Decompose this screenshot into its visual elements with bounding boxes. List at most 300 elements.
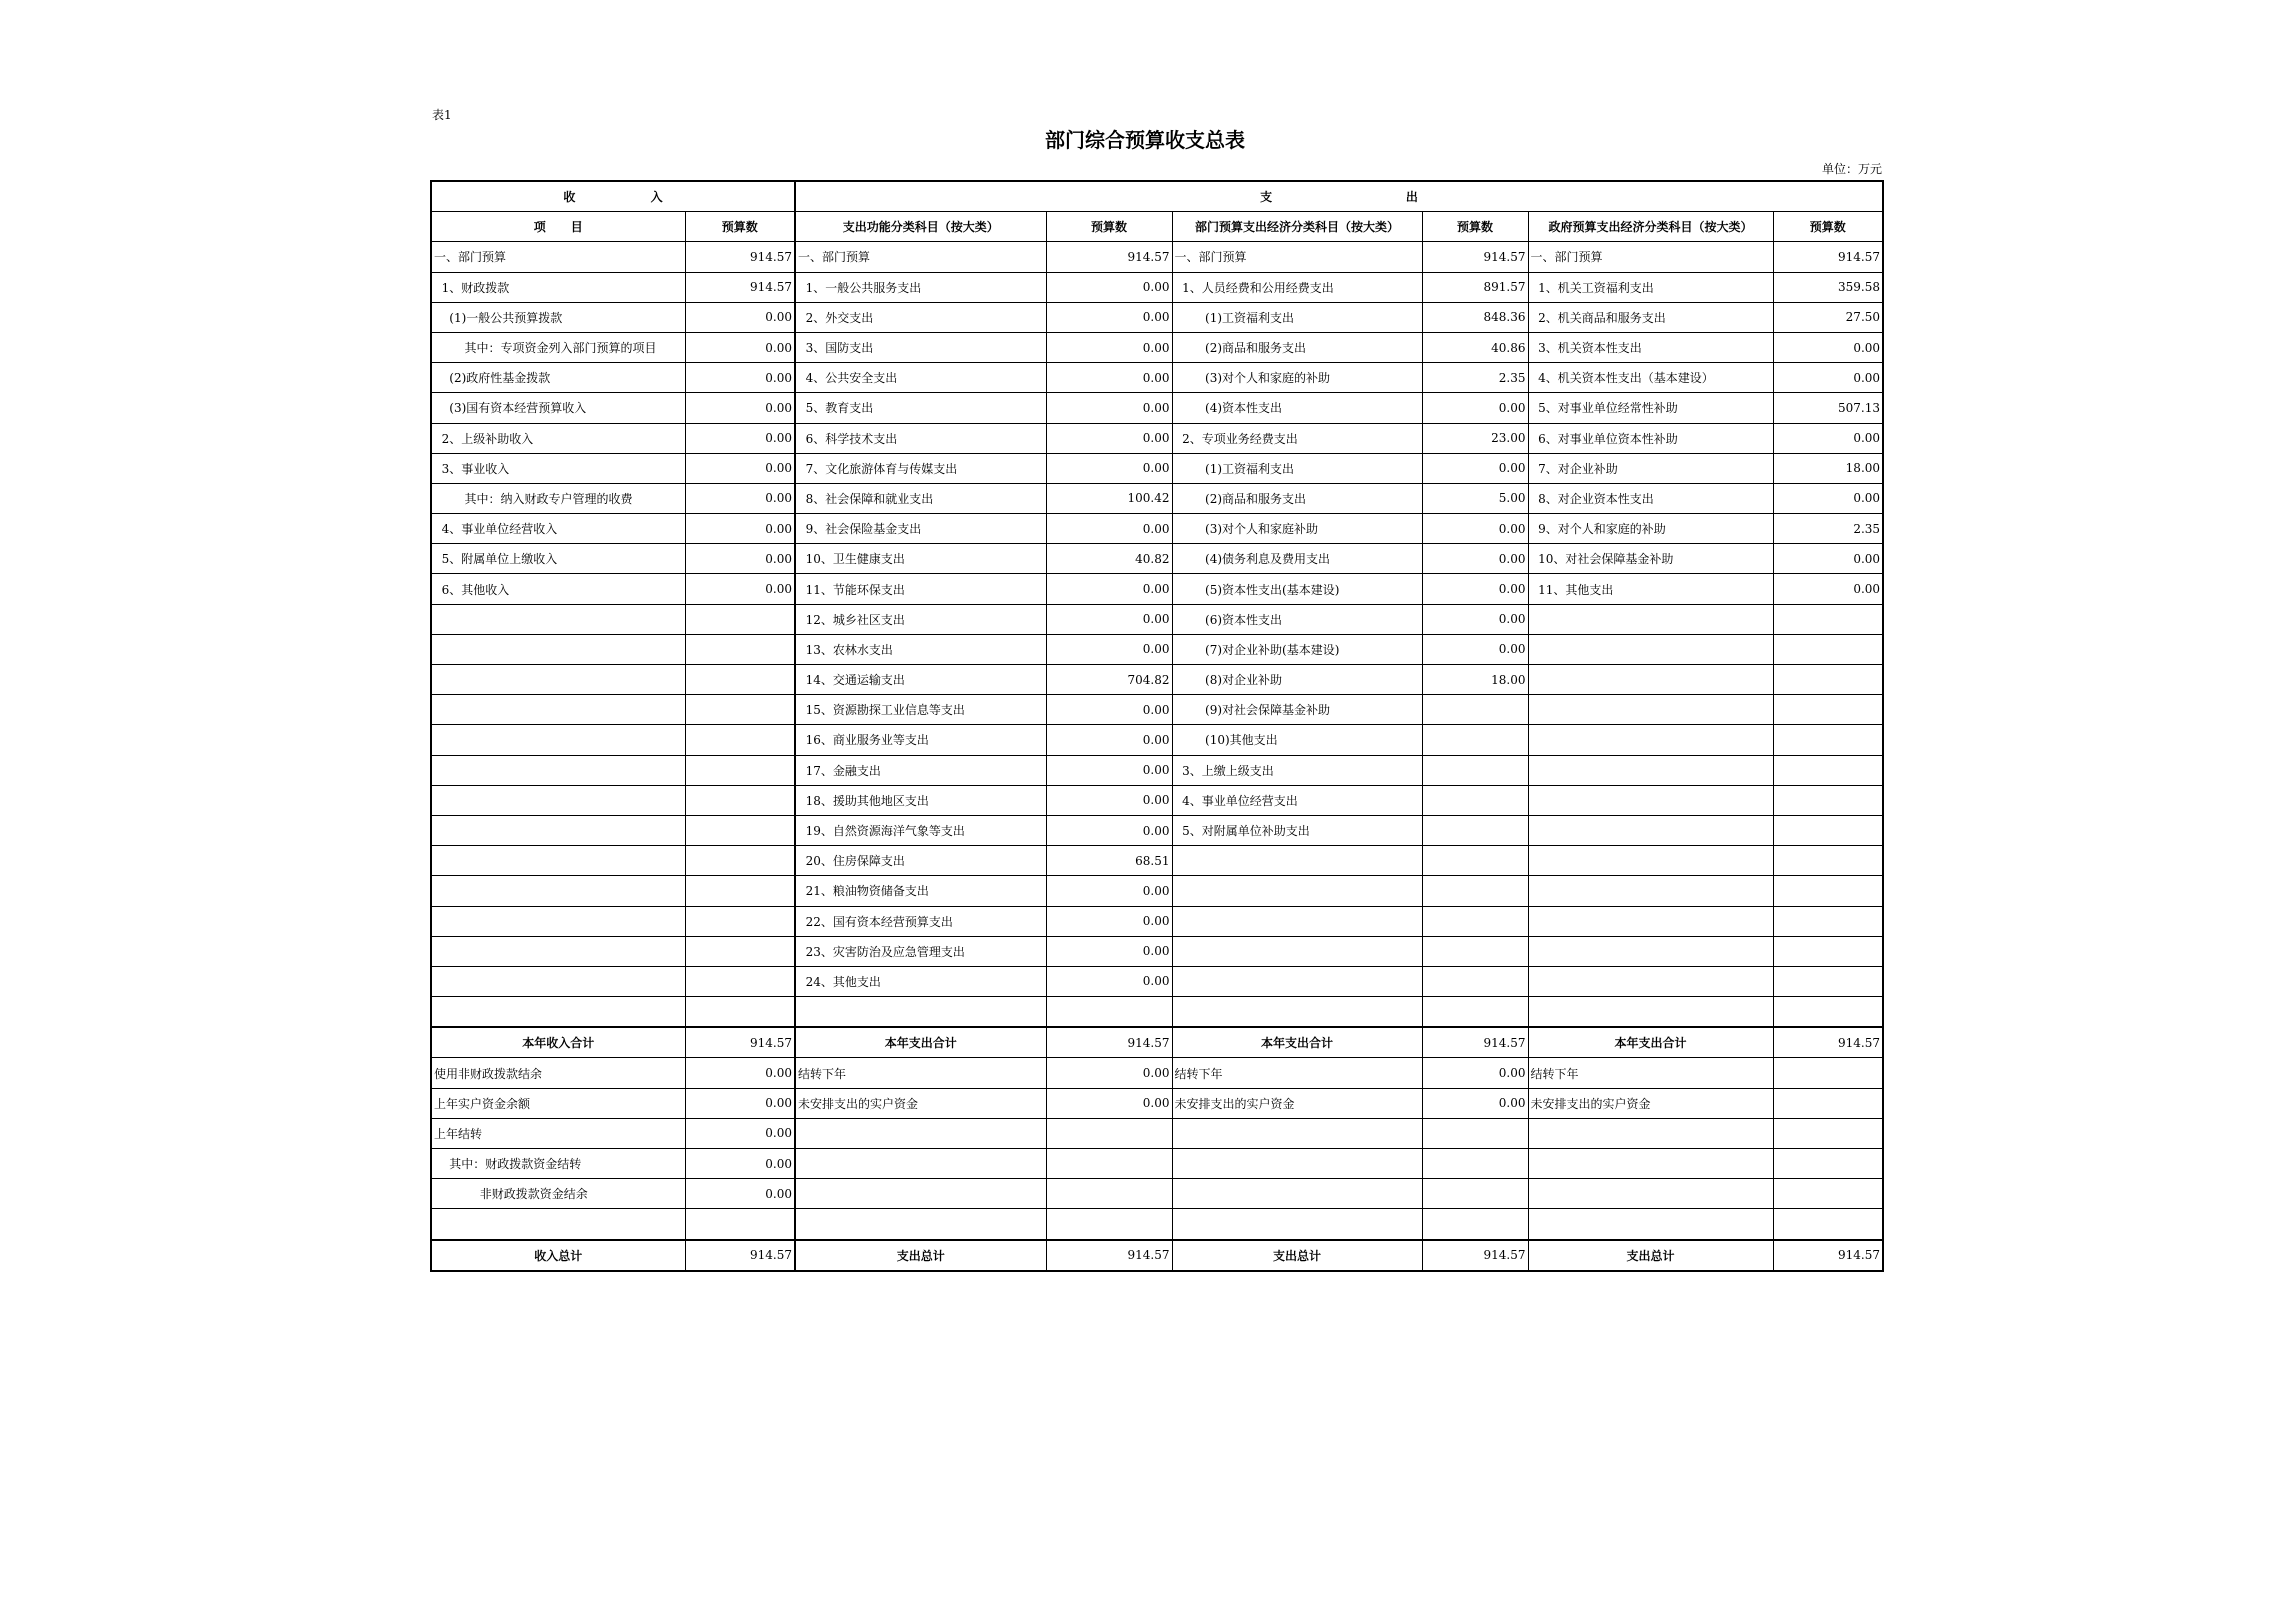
amount-cell: 0.00: [1046, 785, 1172, 815]
amount-cell: [1773, 665, 1883, 695]
item-cell: (3)对个人和家庭补助: [1172, 514, 1422, 544]
amount-cell: 0.00: [1773, 544, 1883, 574]
item-cell: 19、自然资源海洋气象等支出: [795, 815, 1046, 845]
item-cell: [431, 1209, 685, 1240]
grand-total-row: [431, 1240, 1883, 1271]
amount-cell: 914.57: [1046, 1240, 1172, 1271]
amount-cell: [685, 634, 795, 664]
item-cell: 3、国防支出: [795, 332, 1046, 362]
amount-cell: [685, 665, 795, 695]
item-cell: 3、上缴上级支出: [1172, 755, 1422, 785]
table-row: [431, 785, 1883, 815]
item-cell: [1528, 936, 1773, 966]
table-row: [431, 997, 1883, 1028]
item-cell: 其中：财政拨款资金结转: [431, 1149, 685, 1179]
item-cell: 其中：专项资金列入部门预算的项目: [431, 332, 685, 362]
item-cell: 2、专项业务经费支出: [1172, 423, 1422, 453]
amount-cell: [685, 815, 795, 845]
amount-cell: [1046, 1209, 1172, 1240]
amount-cell: 914.57: [1773, 1240, 1883, 1271]
item-cell: [1172, 1209, 1422, 1240]
table-row: [431, 544, 1883, 574]
item-cell: 结转下年: [1528, 1058, 1773, 1088]
table-row: [431, 634, 1883, 664]
amount-cell: [1773, 755, 1883, 785]
item-cell: [1528, 634, 1773, 664]
amount-cell: 0.00: [1046, 302, 1172, 332]
document-title: 部门综合预算收支总表: [1045, 128, 1245, 152]
table-row: [431, 453, 1883, 483]
amount-cell: 预算数: [685, 212, 795, 242]
item-cell: (7)对企业补助(基本建设): [1172, 634, 1422, 664]
amount-cell: 0.00: [1773, 423, 1883, 453]
item-cell: 1、一般公共服务支出: [795, 272, 1046, 302]
table-row: [431, 242, 1883, 272]
item-cell: [1528, 876, 1773, 906]
amount-cell: [1773, 1118, 1883, 1148]
item-cell: 23、灾害防治及应急管理支出: [795, 936, 1046, 966]
item-cell: 1、机关工资福利支出: [1528, 272, 1773, 302]
amount-cell: 0.00: [685, 483, 795, 513]
amount-cell: 27.50: [1773, 302, 1883, 332]
amount-cell: 0.00: [1773, 363, 1883, 393]
amount-cell: [1422, 815, 1528, 845]
item-cell: 收入总计: [431, 1240, 685, 1271]
balance-row: [431, 1088, 1883, 1118]
item-cell: [431, 846, 685, 876]
amount-cell: 0.00: [1046, 815, 1172, 845]
item-cell: 项 目: [431, 212, 685, 242]
amount-cell: 预算数: [1046, 212, 1172, 242]
amount-cell: [1773, 906, 1883, 936]
item-cell: 其中：纳入财政专户管理的收费: [431, 483, 685, 513]
amount-cell: 0.00: [1422, 1088, 1528, 1118]
item-cell: [431, 665, 685, 695]
amount-cell: 0.00: [1422, 514, 1528, 544]
item-cell: 8、社会保障和就业支出: [795, 483, 1046, 513]
item-cell: 结转下年: [795, 1058, 1046, 1088]
item-cell: [795, 1149, 1046, 1179]
item-cell: [431, 936, 685, 966]
item-cell: (4)债务利息及费用支出: [1172, 544, 1422, 574]
amount-cell: 0.00: [1422, 604, 1528, 634]
amount-cell: 0.00: [685, 514, 795, 544]
amount-cell: 914.57: [1773, 242, 1883, 272]
item-cell: 2、机关商品和服务支出: [1528, 302, 1773, 332]
table-row: [431, 514, 1883, 544]
item-cell: (2)商品和服务支出: [1172, 332, 1422, 362]
amount-cell: 0.00: [1046, 725, 1172, 755]
amount-cell: 891.57: [1422, 272, 1528, 302]
item-cell: 4、机关资本性支出（基本建设）: [1528, 363, 1773, 393]
amount-cell: [685, 876, 795, 906]
amount-cell: 18.00: [1773, 453, 1883, 483]
amount-cell: 0.00: [1046, 906, 1172, 936]
amount-cell: [1773, 1058, 1883, 1088]
item-cell: 4、事业单位经营收入: [431, 514, 685, 544]
amount-cell: 0.00: [1046, 363, 1172, 393]
amount-cell: [1773, 997, 1883, 1028]
item-cell: [1172, 846, 1422, 876]
amount-cell: 18.00: [1422, 665, 1528, 695]
item-cell: [431, 997, 685, 1028]
amount-cell: [1773, 725, 1883, 755]
item-cell: 一、部门预算: [795, 242, 1046, 272]
item-cell: [795, 1179, 1046, 1209]
item-cell: (1)工资福利支出: [1172, 453, 1422, 483]
amount-cell: 0.00: [1046, 1088, 1172, 1118]
item-cell: 本年支出合计: [1528, 1027, 1773, 1058]
item-cell: 一、部门预算: [1172, 242, 1422, 272]
item-cell: 一、部门预算: [1528, 242, 1773, 272]
table-label: 表1: [432, 108, 452, 122]
item-cell: [431, 755, 685, 785]
item-cell: 7、对企业补助: [1528, 453, 1773, 483]
table-row: [431, 936, 1883, 966]
item-cell: [1172, 906, 1422, 936]
item-cell: 10、对社会保障基金补助: [1528, 544, 1773, 574]
table-row: [431, 302, 1883, 332]
table-row: [431, 876, 1883, 906]
amount-cell: [1773, 1209, 1883, 1240]
amount-cell: 0.00: [1773, 574, 1883, 604]
item-cell: [431, 815, 685, 845]
amount-cell: 914.57: [685, 272, 795, 302]
amount-cell: 507.13: [1773, 393, 1883, 423]
item-cell: [1528, 604, 1773, 634]
item-cell: 24、其他支出: [795, 966, 1046, 996]
amount-cell: 预算数: [1773, 212, 1883, 242]
amount-cell: [1773, 966, 1883, 996]
top-header-row: [431, 181, 1883, 212]
item-cell: 本年支出合计: [795, 1027, 1046, 1058]
item-cell: [1528, 695, 1773, 725]
item-cell: 2、外交支出: [795, 302, 1046, 332]
table-row: [431, 574, 1883, 604]
item-cell: 使用非财政拨款结余: [431, 1058, 685, 1088]
amount-cell: 0.00: [1046, 393, 1172, 423]
item-cell: [1528, 906, 1773, 936]
amount-cell: 23.00: [1422, 423, 1528, 453]
amount-cell: [1422, 1118, 1528, 1148]
item-cell: [795, 1209, 1046, 1240]
table-row: [431, 966, 1883, 996]
item-cell: [1172, 1179, 1422, 1209]
item-cell: [431, 906, 685, 936]
item-cell: [1528, 1118, 1773, 1148]
amount-cell: [1773, 634, 1883, 664]
item-cell: [795, 1118, 1046, 1148]
item-cell: 1、财政拨款: [431, 272, 685, 302]
amount-cell: 848.36: [1422, 302, 1528, 332]
item-cell: 5、附属单位上缴收入: [431, 544, 685, 574]
amount-cell: 0.00: [1046, 332, 1172, 362]
item-cell: 支出总计: [1172, 1240, 1422, 1271]
amount-cell: [1773, 936, 1883, 966]
budget-summary-table: [430, 180, 1884, 1272]
item-cell: (1)工资福利支出: [1172, 302, 1422, 332]
item-cell: [431, 634, 685, 664]
balance-row: [431, 1118, 1883, 1148]
amount-cell: [1046, 997, 1172, 1028]
item-cell: [1528, 725, 1773, 755]
amount-cell: 359.58: [1773, 272, 1883, 302]
item-cell: 支出总计: [795, 1240, 1046, 1271]
amount-cell: 0.00: [1046, 423, 1172, 453]
item-cell: 6、对事业单位资本性补助: [1528, 423, 1773, 453]
amount-cell: [1046, 1149, 1172, 1179]
balance-row: [431, 1058, 1883, 1088]
item-cell: [1528, 815, 1773, 845]
table-row: [431, 725, 1883, 755]
amount-cell: [1422, 846, 1528, 876]
item-cell: [1528, 755, 1773, 785]
amount-cell: 0.00: [685, 453, 795, 483]
item-cell: (9)对社会保障基金补助: [1172, 695, 1422, 725]
item-cell: 4、事业单位经营支出: [1172, 785, 1422, 815]
item-cell: (2)商品和服务支出: [1172, 483, 1422, 513]
item-cell: 本年收入合计: [431, 1027, 685, 1058]
amount-cell: 0.00: [1422, 634, 1528, 664]
item-cell: 16、商业服务业等支出: [795, 725, 1046, 755]
amount-cell: [1422, 966, 1528, 996]
item-cell: [1172, 1118, 1422, 1148]
amount-cell: [685, 997, 795, 1028]
column-header-row: [431, 212, 1883, 242]
item-cell: 21、粮油物资储备支出: [795, 876, 1046, 906]
item-cell: 部门预算支出经济分类科目（按大类）: [1172, 212, 1422, 242]
amount-cell: 0.00: [1046, 514, 1172, 544]
amount-cell: 40.82: [1046, 544, 1172, 574]
amount-cell: 0.00: [1046, 966, 1172, 996]
table-row: [431, 332, 1883, 362]
income-header: 收 入: [431, 181, 795, 212]
item-cell: [1528, 1179, 1773, 1209]
item-cell: (8)对企业补助: [1172, 665, 1422, 695]
amount-cell: [1422, 725, 1528, 755]
amount-cell: [1773, 785, 1883, 815]
amount-cell: 0.00: [1046, 695, 1172, 725]
amount-cell: [1422, 876, 1528, 906]
item-cell: 10、卫生健康支出: [795, 544, 1046, 574]
amount-cell: 0.00: [1422, 1058, 1528, 1088]
amount-cell: 0.00: [1046, 604, 1172, 634]
amount-cell: 914.57: [1046, 242, 1172, 272]
unit-label: 单位：万元: [1821, 162, 1882, 176]
item-cell: (3)对个人和家庭的补助: [1172, 363, 1422, 393]
item-cell: 14、交通运输支出: [795, 665, 1046, 695]
item-cell: [431, 966, 685, 996]
item-cell: 支出总计: [1528, 1240, 1773, 1271]
amount-cell: 704.82: [1046, 665, 1172, 695]
item-cell: (3)国有资本经营预算收入: [431, 393, 685, 423]
amount-cell: [685, 966, 795, 996]
table-row: [431, 815, 1883, 845]
amount-cell: 0.00: [1422, 393, 1528, 423]
amount-cell: [1773, 846, 1883, 876]
item-cell: [431, 785, 685, 815]
amount-cell: 2.35: [1773, 514, 1883, 544]
item-cell: (1)一般公共预算拨款: [431, 302, 685, 332]
item-cell: 政府预算支出经济分类科目（按大类）: [1528, 212, 1773, 242]
annual-total-row: [431, 1027, 1883, 1058]
amount-cell: [1422, 695, 1528, 725]
item-cell: 5、教育支出: [795, 393, 1046, 423]
amount-cell: 0.00: [685, 393, 795, 423]
amount-cell: 100.42: [1046, 483, 1172, 513]
table-row: [431, 665, 1883, 695]
item-cell: [1172, 997, 1422, 1028]
item-cell: [431, 876, 685, 906]
item-cell: 9、社会保险基金支出: [795, 514, 1046, 544]
amount-cell: 预算数: [1422, 212, 1528, 242]
item-cell: 结转下年: [1172, 1058, 1422, 1088]
amount-cell: 0.00: [1046, 876, 1172, 906]
amount-cell: [685, 755, 795, 785]
item-cell: [1528, 997, 1773, 1028]
item-cell: (2)政府性基金拨款: [431, 363, 685, 393]
item-cell: 3、机关资本性支出: [1528, 332, 1773, 362]
amount-cell: [1422, 997, 1528, 1028]
balance-row: [431, 1209, 1883, 1240]
item-cell: 2、上级补助收入: [431, 423, 685, 453]
balance-row: [431, 1149, 1883, 1179]
item-cell: 8、对企业资本性支出: [1528, 483, 1773, 513]
item-cell: [1528, 966, 1773, 996]
item-cell: (5)资本性支出(基本建设): [1172, 574, 1422, 604]
item-cell: 上年结转: [431, 1118, 685, 1148]
table-row: [431, 272, 1883, 302]
amount-cell: 0.00: [1046, 1058, 1172, 1088]
item-cell: [1528, 846, 1773, 876]
amount-cell: [685, 936, 795, 966]
item-cell: 17、金融支出: [795, 755, 1046, 785]
item-cell: 7、文化旅游体育与传媒支出: [795, 453, 1046, 483]
item-cell: [795, 997, 1046, 1028]
amount-cell: 5.00: [1422, 483, 1528, 513]
amount-cell: 0.00: [685, 1179, 795, 1209]
amount-cell: [1773, 604, 1883, 634]
amount-cell: 0.00: [1046, 936, 1172, 966]
amount-cell: 0.00: [685, 1058, 795, 1088]
amount-cell: 914.57: [1422, 1027, 1528, 1058]
amount-cell: 914.57: [1422, 242, 1528, 272]
amount-cell: 0.00: [685, 1088, 795, 1118]
amount-cell: 0.00: [1422, 574, 1528, 604]
amount-cell: [1422, 1179, 1528, 1209]
amount-cell: 0.00: [1046, 272, 1172, 302]
amount-cell: 0.00: [685, 363, 795, 393]
amount-cell: [685, 846, 795, 876]
amount-cell: 0.00: [1046, 574, 1172, 604]
amount-cell: [1773, 695, 1883, 725]
amount-cell: 0.00: [1046, 755, 1172, 785]
item-cell: [1172, 876, 1422, 906]
amount-cell: [685, 725, 795, 755]
amount-cell: [1422, 936, 1528, 966]
item-cell: [1172, 1149, 1422, 1179]
amount-cell: 0.00: [1046, 634, 1172, 664]
amount-cell: 914.57: [1046, 1027, 1172, 1058]
amount-cell: [1773, 1088, 1883, 1118]
item-cell: 本年支出合计: [1172, 1027, 1422, 1058]
item-cell: [1528, 1149, 1773, 1179]
item-cell: [431, 604, 685, 634]
amount-cell: 914.57: [685, 1027, 795, 1058]
item-cell: [1172, 936, 1422, 966]
item-cell: [431, 725, 685, 755]
item-cell: 15、资源勘探工业信息等支出: [795, 695, 1046, 725]
amount-cell: [1773, 876, 1883, 906]
item-cell: 支出功能分类科目（按大类）: [795, 212, 1046, 242]
item-cell: (10)其他支出: [1172, 725, 1422, 755]
amount-cell: 40.86: [1422, 332, 1528, 362]
item-cell: [1528, 1209, 1773, 1240]
item-cell: 非财政拨款资金结余: [431, 1179, 685, 1209]
table-row: [431, 604, 1883, 634]
item-cell: 12、城乡社区支出: [795, 604, 1046, 634]
item-cell: 未安排支出的实户资金: [1528, 1088, 1773, 1118]
amount-cell: 0.00: [685, 544, 795, 574]
item-cell: 9、对个人和家庭的补助: [1528, 514, 1773, 544]
amount-cell: [1773, 1179, 1883, 1209]
item-cell: 3、事业收入: [431, 453, 685, 483]
amount-cell: 914.57: [1422, 1240, 1528, 1271]
amount-cell: 914.57: [685, 242, 795, 272]
amount-cell: [1046, 1179, 1172, 1209]
amount-cell: [1046, 1118, 1172, 1148]
item-cell: 1、人员经费和公用经费支出: [1172, 272, 1422, 302]
item-cell: (6)资本性支出: [1172, 604, 1422, 634]
table-row: [431, 363, 1883, 393]
item-cell: 5、对附属单位补助支出: [1172, 815, 1422, 845]
item-cell: [1172, 966, 1422, 996]
amount-cell: [1422, 906, 1528, 936]
amount-cell: 0.00: [685, 302, 795, 332]
amount-cell: 0.00: [1422, 453, 1528, 483]
amount-cell: [1773, 1149, 1883, 1179]
amount-cell: 914.57: [685, 1240, 795, 1271]
item-cell: 6、其他收入: [431, 574, 685, 604]
item-cell: 18、援助其他地区支出: [795, 785, 1046, 815]
amount-cell: [1422, 785, 1528, 815]
item-cell: 4、公共安全支出: [795, 363, 1046, 393]
amount-cell: 0.00: [685, 574, 795, 604]
item-cell: [431, 695, 685, 725]
item-cell: 未安排支出的实户资金: [1172, 1088, 1422, 1118]
table-row: [431, 393, 1883, 423]
amount-cell: 0.00: [685, 332, 795, 362]
item-cell: (4)资本性支出: [1172, 393, 1422, 423]
table-row: [431, 906, 1883, 936]
item-cell: 13、农林水支出: [795, 634, 1046, 664]
amount-cell: [1422, 755, 1528, 785]
item-cell: 5、对事业单位经常性补助: [1528, 393, 1773, 423]
amount-cell: 0.00: [685, 1118, 795, 1148]
amount-cell: 68.51: [1046, 846, 1172, 876]
item-cell: 上年实户资金余额: [431, 1088, 685, 1118]
amount-cell: [685, 604, 795, 634]
balance-row: [431, 1179, 1883, 1209]
table-row: [431, 423, 1883, 453]
amount-cell: [1422, 1209, 1528, 1240]
amount-cell: 0.00: [685, 423, 795, 453]
amount-cell: [685, 1209, 795, 1240]
expense-header: 支 出: [795, 181, 1883, 212]
item-cell: [1528, 785, 1773, 815]
amount-cell: 0.00: [1773, 332, 1883, 362]
item-cell: 11、节能环保支出: [795, 574, 1046, 604]
